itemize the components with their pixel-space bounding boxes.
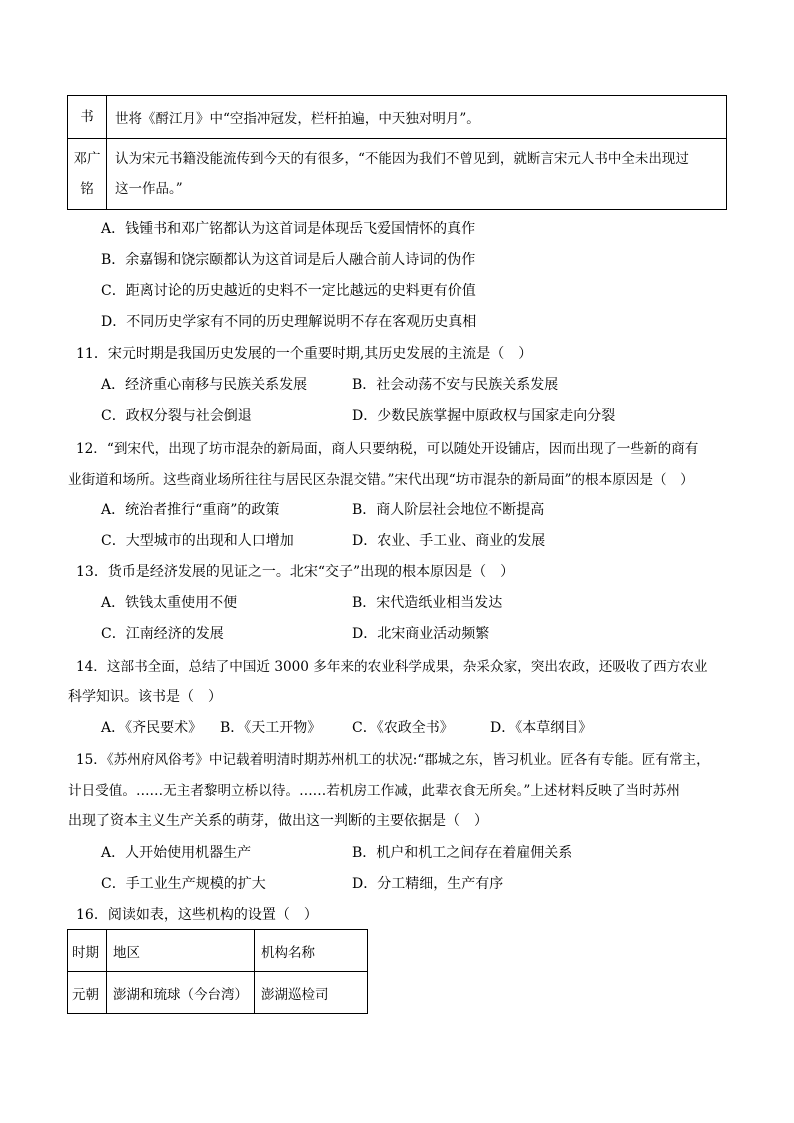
- header-region: 地区: [107, 930, 255, 972]
- view-cell: 认为宋元书籍没能流传到今天的有很多，“不能因为我们不曾见到，就断言宋元人书中全未出现过 这一作品。”: [107, 139, 727, 210]
- q11-option-d: D．少数民族掌握中原政权与国家走向分裂: [352, 408, 616, 424]
- q15-option-b: B．机户和机工之间存在着雇佣关系: [352, 845, 573, 861]
- q13-option-c: C．江南经济的发展: [101, 626, 224, 642]
- q15-option-d: D．分工精细，生产有序: [352, 876, 504, 892]
- q15-stem-line3: 出现了资本主义生产关系的萌芽，做出这一判断的主要依据是（ ）: [68, 813, 488, 829]
- q12-option-c: C．大型城市的出现和人口增加: [101, 533, 294, 549]
- q12-option-b: B．商人阶层社会地位不断提高: [352, 502, 545, 518]
- cell-period: 元朝: [68, 972, 107, 1014]
- q15-option-a: A．人开始使用机器生产: [101, 845, 252, 861]
- q14-option-c: C．《农政全书》: [352, 720, 454, 736]
- q13-option-a: A．铁钱太重使用不便: [101, 595, 238, 611]
- q15-stem-line1: 15．《苏州府风俗考》中记载着明清时期苏州机工的状况:“郡城之东，皆习机业。匠各有专能。匠有常主，: [76, 752, 710, 768]
- q13-stem: 13．货币是经济发展的见证之一。北宋“交子”出现的根本原因是（ ）: [76, 564, 515, 580]
- cell-institution: 澎湖巡检司: [255, 972, 368, 1014]
- q13-option-b: B．宋代造纸业相当发达: [352, 595, 503, 611]
- table-row: [68, 972, 368, 1014]
- q12-stem-line1: 12．“到宋代，出现了坊市混杂的新局面，商人只要纳税，可以随处开设铺店，因而出现了一些新的商有: [76, 441, 699, 457]
- q14-option-d: D．《本草纲目》: [490, 720, 593, 736]
- q14-option-a: A．《齐民要术》: [101, 720, 203, 736]
- table-header-row: [68, 930, 368, 972]
- table-row: [68, 96, 727, 139]
- table-row: [68, 139, 727, 210]
- view-cell: 世将《酹江月》中“空指冲冠发，栏杆拍遍，中天独对明月”。: [107, 96, 727, 139]
- q14-stem-line2: 科学知识。该书是（ ）: [68, 689, 222, 705]
- q16-stem: 16．阅读如表，这些机构的设置（ ）: [76, 907, 318, 923]
- q10-option-d: D．不同历史学家有不同的历史理解说明不存在客观历史真相: [101, 314, 477, 330]
- q11-stem: 11．宋元时期是我国历史发展的一个重要时期,其历史发展的主流是（ ）: [76, 346, 533, 362]
- historian-views-table: [67, 95, 727, 210]
- historian-name-cell: 书: [68, 96, 107, 139]
- header-period: 时期: [68, 930, 107, 972]
- q12-stem-line2: 业街道和场所。这些商业场所往往与居民区杂混交错。”宋代出现“坊市混杂的新局面”的根本原因是（ ）: [68, 472, 694, 488]
- q10-option-a: A．钱锺书和邓广铭都认为这首词是体现岳飞爱国情怀的真作: [101, 221, 476, 237]
- cell-region: 澎湖和琉球（今台湾）: [107, 972, 255, 1014]
- q14-option-b: B．《天工开物》: [220, 720, 322, 736]
- q10-option-c: C．距离讨论的历史越近的史料不一定比越远的史料更有价值: [101, 283, 476, 299]
- institutions-table: [67, 929, 368, 1014]
- header-institution: 机构名称: [255, 930, 368, 972]
- q11-option-a: A．经济重心南移与民族关系发展: [101, 377, 308, 393]
- q13-option-d: D．北宋商业活动频繁: [352, 626, 490, 642]
- historian-name-cell: 邓广 铭: [68, 139, 107, 210]
- q12-option-a: A．统治者推行“重商”的政策: [101, 502, 280, 518]
- q14-stem-line1: 14．这部书全面，总结了中国近 3000 多年来的农业科学成果，杂采众家，突出农政，还吸收了西方农业: [76, 659, 708, 675]
- q15-option-c: C．手工业生产规模的扩大: [101, 876, 266, 892]
- q11-option-b: B．社会动荡不安与民族关系发展: [352, 377, 559, 393]
- q10-option-b: B．余嘉锡和饶宗颐都认为这首词是后人融合前人诗词的伪作: [101, 252, 476, 268]
- q15-stem-line2: 计日受值。……无主者黎明立桥以待。……若机房工作减，此辈衣食无所矣。”上述材料反映了当时苏州: [68, 783, 680, 799]
- q12-option-d: D．农业、手工业、商业的发展: [352, 533, 546, 549]
- q11-option-c: C．政权分裂与社会倒退: [101, 408, 252, 424]
